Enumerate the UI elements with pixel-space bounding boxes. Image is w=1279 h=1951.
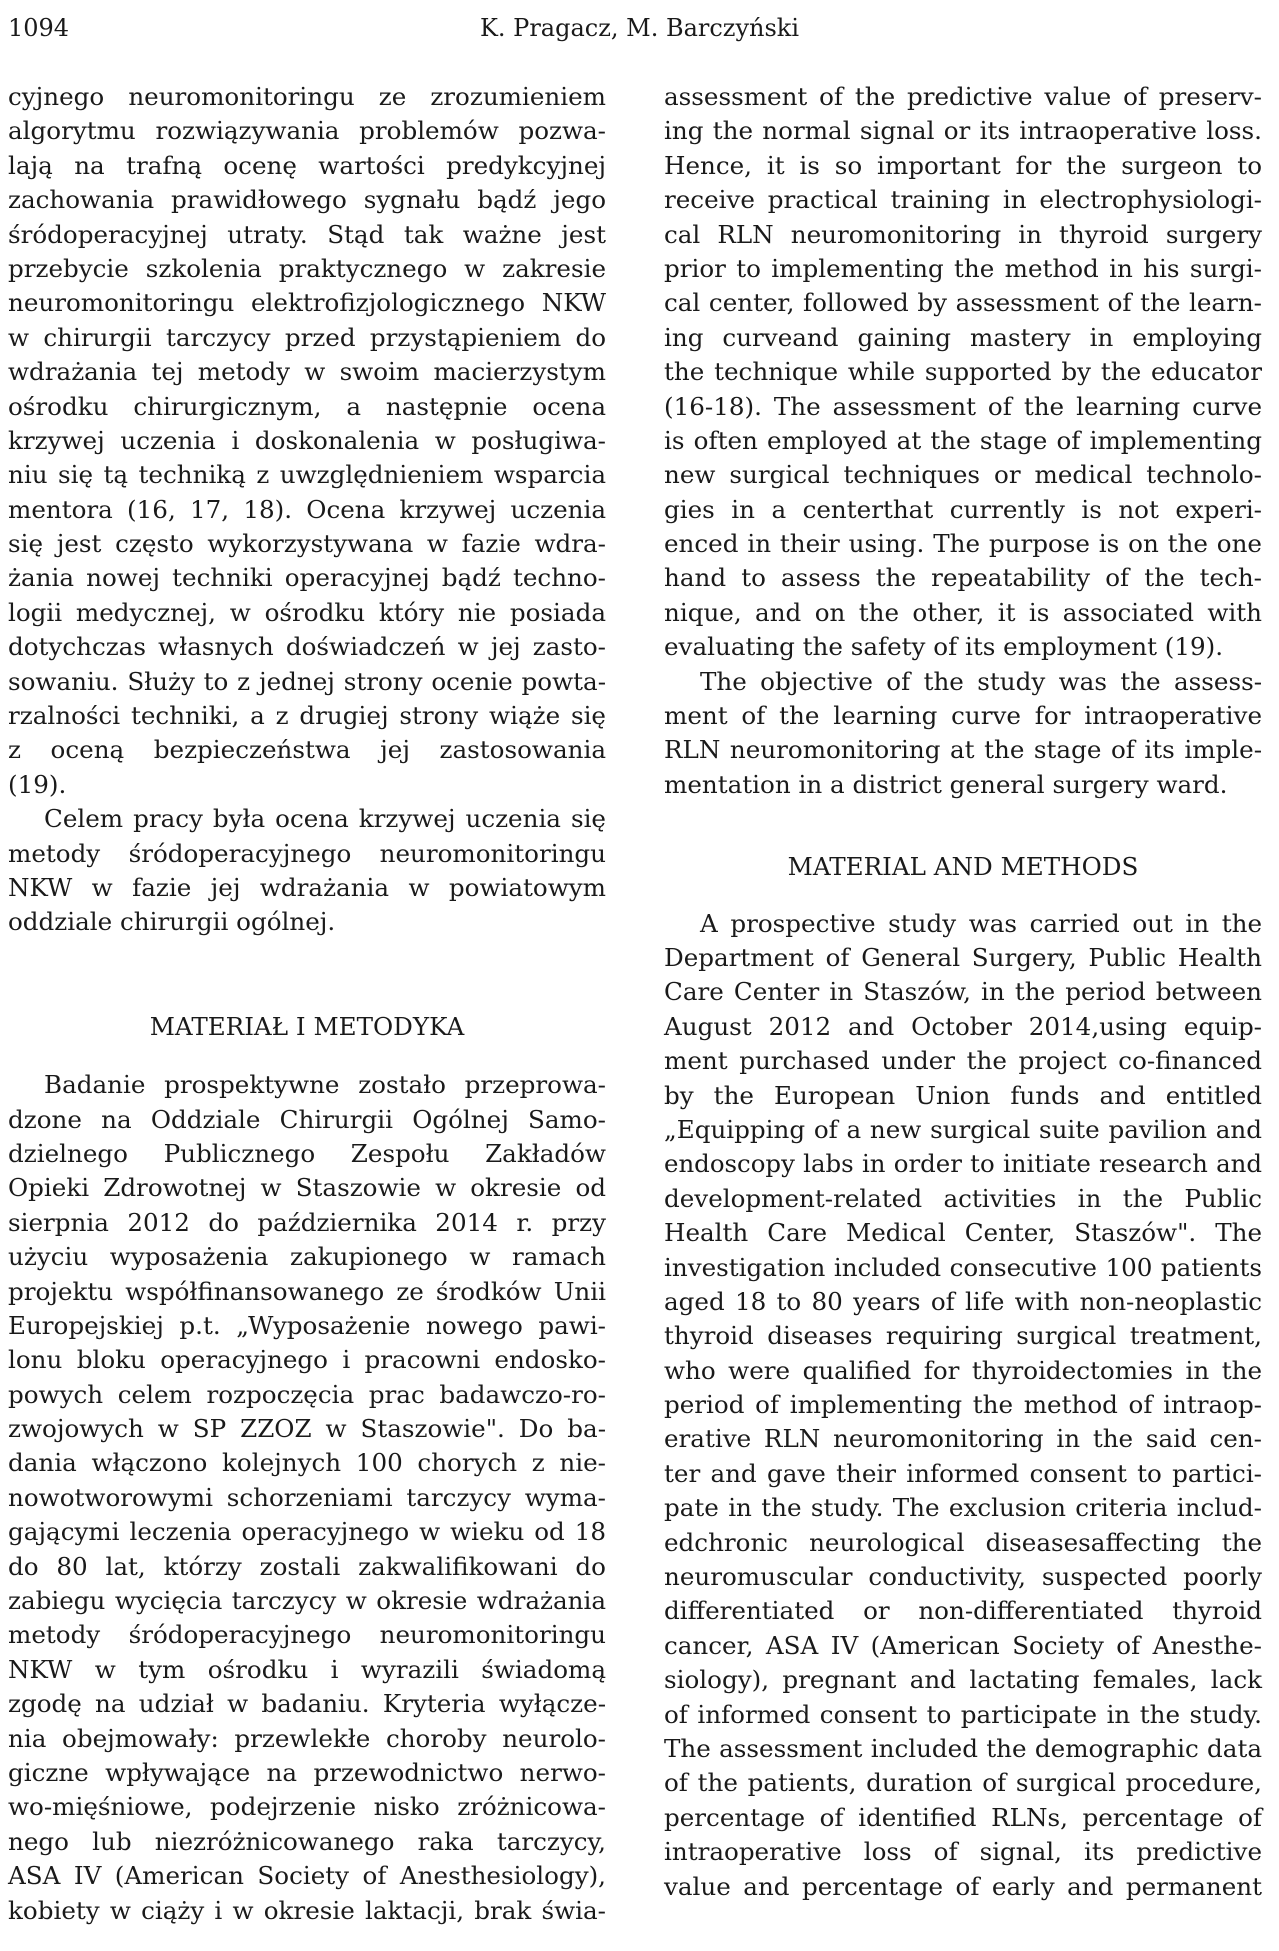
text-line: zgodę na udział w badaniu. Kryteria wyłącze- [8, 1689, 606, 1719]
text-line: of informed consent to participate in the study. [664, 1699, 1262, 1729]
text-line: nowotworowymi schorzeniami tarczycy wyma- [8, 1482, 606, 1512]
text-line: się jest często wykorzystywana w fazie wdra- [8, 529, 606, 559]
text-line: sowaniu. Służy to z jednej strony ocenie powta- [8, 666, 606, 696]
text-line: algorytmu rozwiązywania problemów pozwa- [8, 116, 606, 146]
text-line: the technique while supported by the educator [664, 357, 1262, 387]
section-gap [664, 885, 1262, 907]
text-line: dotychczas własnych doświadczeń w jej zasto- [8, 632, 606, 662]
section-heading-en: MATERIAL AND METHODS [787, 852, 1139, 882]
text-line: Hence, it is so important for the surgeon to [664, 150, 1262, 180]
page-number: 1094 [8, 14, 70, 42]
text-line: aged 18 to 80 years of life with non-neoplastic [664, 1286, 1262, 1316]
english-column [664, 80, 1262, 1904]
text-line: assessment of the predictive value of preserv- [664, 82, 1262, 111]
pl-paragraph-methods [8, 1068, 606, 1928]
text-line: development-related activities in the Public [664, 1183, 1262, 1213]
text-line: hand to assess the repeatability of the tech- [664, 563, 1262, 593]
text-line: gającymi leczenia operacyjnego w wieku od 18 [8, 1517, 606, 1547]
text-line: NKW w tym ośrodku i wyrazili świadomą [8, 1654, 606, 1684]
text-line: giczne wpływające na przewodnictwo nerwo- [8, 1757, 606, 1787]
text-line: nego lub niezróżnicowanego raka tarczycy, [8, 1826, 606, 1856]
text-line: logii medycznej, w ośrodku który nie posiada [8, 597, 606, 627]
text-line: oddziale chirurgii ogólnej. [8, 907, 336, 937]
pl-paragraph-objective [8, 802, 606, 940]
text-line: is often employed at the stage of implementing [664, 425, 1262, 455]
text-line: (16-18). The assessment of the learning curve [664, 391, 1262, 421]
text-line: dzone na Oddziale Chirurgii Ogólnej Samo- [8, 1104, 606, 1134]
text-line: percentage of identified RLNs, percentage of [664, 1802, 1262, 1832]
text-line: dania włączono kolejnych 100 chorych z nie- [8, 1448, 606, 1478]
text-line: (19). [8, 769, 67, 799]
text-line: by the European Union funds and entitled [664, 1080, 1262, 1110]
section-gap [8, 940, 606, 1010]
text-line: prior to implementing the method in his surgi- [664, 253, 1262, 283]
text-line: siology), pregnant and lactating females, lack [664, 1665, 1262, 1695]
text-line: neuromonitoringu elektrofizjologicznego NKW [8, 288, 606, 318]
text-line: mentora (16, 17, 18). Ocena krzywej uczenia [8, 494, 606, 524]
pl-paragraph-intro-continued [8, 80, 606, 802]
text-line: ment of the learning curve for intraoperative [664, 701, 1262, 731]
section-gap [8, 1044, 606, 1068]
text-line: Health Care Medical Center, Staszów". The [664, 1218, 1262, 1248]
text-line: z oceną bezpieczeństwa jej zastosowania [8, 735, 606, 765]
text-line: ośrodku chirurgicznym, a następnie ocena [8, 391, 606, 421]
en-paragraph-methods [664, 907, 1262, 1904]
text-line: intraoperative loss of signal, its predictive [664, 1837, 1262, 1867]
text-line: ment purchased under the project co-financed [664, 1046, 1262, 1076]
text-line: A prospective study was carried out in the [700, 908, 1262, 938]
text-line: dzielnego Publicznego Zespołu Zakładów [8, 1138, 606, 1168]
text-line: niu się tą techniką z uwzględnieniem wsparcia [8, 460, 606, 490]
text-line: Celem pracy była ocena krzywej uczenia się [44, 804, 606, 834]
text-line: nique, and on the other, it is associated with [664, 597, 1262, 627]
text-line: differentiated or non-differentiated thyroid [664, 1596, 1262, 1626]
text-line: cal center, followed by assessment of the learn- [664, 288, 1262, 318]
text-line: metody śródoperacyjnego neuromonitoringu [8, 838, 606, 868]
en-paragraph-objective [664, 665, 1262, 803]
text-line: zabiegu wycięcia tarczycy w okresie wdrażania [8, 1586, 606, 1616]
text-line: Europejskiej p.t. „Wyposażenie nowego pawi- [8, 1310, 606, 1340]
text-line: receive practical training in electrophysiologi- [664, 185, 1262, 215]
text-line: wdrażania tej metody w swoim macierzystym [8, 357, 606, 387]
text-line: August 2012 and October 2014,using equip- [664, 1011, 1262, 1041]
text-line: Opieki Zdrowotnej w Staszowie w okresie od [8, 1173, 606, 1203]
text-line: new surgical techniques or medical technolo- [664, 460, 1262, 490]
text-line: endoscopy labs in order to initiate research and [664, 1149, 1262, 1179]
text-line: sierpnia 2012 do października 2014 r. przy [8, 1207, 606, 1237]
text-line: wo-mięśniowe, podejrzenie nisko zróżnicowa- [8, 1792, 606, 1822]
text-line: neuromuscular conductivity, suspected poorly [664, 1562, 1262, 1592]
text-line: gies in a centerthat currently is not experi- [664, 494, 1262, 524]
polish-column [8, 80, 606, 1928]
text-line: RLN neuromonitoring at the stage of its imple- [664, 735, 1262, 765]
text-line: enced in their using. The purpose is on the one [664, 529, 1262, 559]
text-line: przebycie szkolenia praktycznego w zakresie [8, 253, 606, 283]
section-heading-pl: MATERIAŁ I METODYKA [149, 1011, 465, 1041]
text-line: lonu bloku operacyjnego i pracowni endosko- [8, 1345, 606, 1375]
text-line: powych celem rozpoczęcia prac badawczo-ro- [8, 1379, 606, 1409]
text-line: „Equipping of a new surgical suite pavilion and [664, 1114, 1262, 1144]
text-line: w chirurgii tarczycy przed przystąpieniem do [8, 322, 606, 352]
text-line: cancer, ASA IV (American Society of Anesthe- [664, 1630, 1262, 1660]
text-line: ASA IV (American Society of Anesthesiology), [8, 1861, 606, 1891]
text-line: who were qualified for thyroidectomies in the [664, 1355, 1262, 1385]
text-line: kobiety w ciąży i w okresie laktacji, brak świa- [8, 1895, 606, 1925]
text-line: Badanie prospektywne zostało przeprowa- [44, 1070, 606, 1100]
text-line: żania nowej techniki operacyjnej bądź techno- [8, 563, 606, 593]
text-line: ing curveand gaining mastery in employing [664, 322, 1262, 352]
en-paragraph-intro-continued [664, 80, 1262, 665]
text-line: erative RLN neuromonitoring in the said cen- [664, 1424, 1262, 1454]
text-line: edchronic neurological diseasesaffecting the [664, 1527, 1262, 1557]
text-line: do 80 lat, którzy zostali zakwalifikowani do [8, 1551, 606, 1581]
text-line: The objective of the study was the assess- [700, 666, 1262, 696]
text-line: zachowania prawidłowego sygnału bądź jego [8, 185, 606, 215]
running-head-authors: K. Pragacz, M. Barczyński [479, 14, 800, 42]
text-line: period of implementing the method of intraop- [664, 1390, 1262, 1420]
text-line: rzalności techniki, a z drugiej strony wiąże się [8, 701, 606, 731]
running-header [8, 8, 1271, 48]
text-line: zwojowych w SP ZZOZ w Staszowie". Do ba- [8, 1414, 606, 1444]
text-line: value and percentage of early and permanent [664, 1871, 1262, 1901]
text-line: użyciu wyposażenia zakupionego w ramach [8, 1242, 606, 1272]
text-line: ter and gave their informed consent to partici- [664, 1458, 1262, 1488]
text-line: krzywej uczenia i doskonalenia w posługiwa- [8, 425, 606, 455]
text-line: Care Center in Staszów, in the period between [664, 977, 1262, 1007]
text-line: projektu współfinansowanego ze środków Unii [8, 1276, 606, 1306]
text-line: mentation in a district general surgery ward. [664, 769, 1228, 799]
text-line: cyjnego neuromonitoringu ze zrozumieniem [8, 82, 606, 111]
section-gap [664, 802, 1262, 850]
text-line: ing the normal signal or its intraoperative loss. [664, 116, 1262, 146]
text-line: investigation included consecutive 100 patients [664, 1252, 1262, 1282]
text-line: of the patients, duration of surgical procedure, [664, 1768, 1262, 1798]
text-line: cal RLN neuromonitoring in thyroid surgery [664, 219, 1262, 249]
text-line: śródoperacyjnej utraty. Stąd tak ważne jest [8, 219, 606, 249]
text-line: lają na trafną ocenę wartości predykcyjnej [8, 150, 606, 180]
text-line: thyroid diseases requiring surgical treatment, [664, 1321, 1262, 1351]
text-line: pate in the study. The exclusion criteria includ- [664, 1493, 1262, 1523]
text-line: Department of General Surgery, Public Health [664, 942, 1262, 972]
text-line: evaluating the safety of its employment (19). [664, 632, 1224, 662]
text-line: metody śródoperacyjnego neuromonitoringu [8, 1620, 606, 1650]
text-line: The assessment included the demographic data [664, 1733, 1262, 1763]
text-line: NKW w fazie jej wdrażania w powiatowym [8, 872, 606, 902]
text-line: nia obejmowały: przewlekłe choroby neurolo- [8, 1723, 606, 1753]
